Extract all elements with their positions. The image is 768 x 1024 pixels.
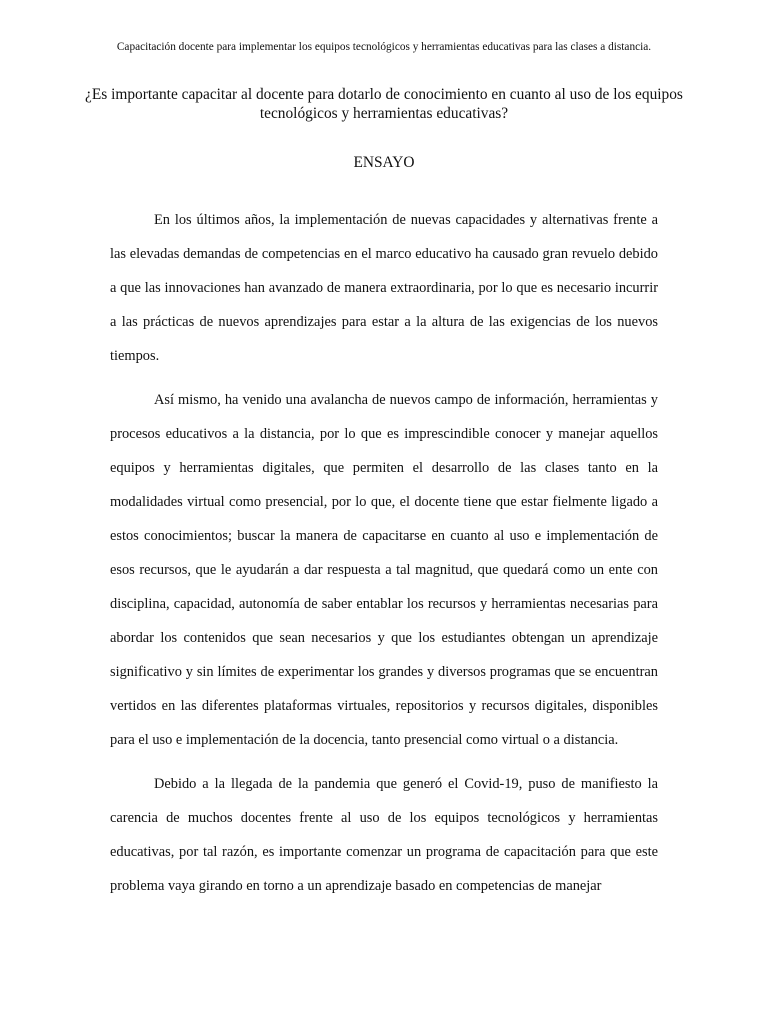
paragraph: Así mismo, ha venido una avalancha de nuevos campo de información, herramientas y procesos educativos a la distancia, por lo que es imprescindible conocer y manejar aquellos equipos y herramientas digitales, que permiten el desarrollo de las clases tanto en la modalidades virtual como presencial, por lo que, el docente tiene que estar fielmente ligado a estos conocimientos; buscar la manera de capacitarse en cuanto al uso e implementación de esos recursos, que le ayudarán a dar respuesta a tal magnitud, que quedará como un ente con disciplina, capacidad, autonomía de saber entablar los recursos y herramientas necesarias para abordar los contenidos que sean necesarios y que los estudiantes obtengan un aprendizaje significativo y sin límites de experimentar los grandes y diversos programas que se encuentran vertidos en las diferentes plataformas virtuales, repositorios y recursos digitales, disponibles para el uso e implementación de la docencia, tanto presencial como virtual o a distancia. bbox=[110, 392, 658, 748]
paragraph: Debido a la llegada de la pandemia que generó el Covid-19, puso de manifiesto la carencia de muchos docentes frente al uso de los equipos tecnológicos y herramientas educativas, por tal razón, es importante comenzar un programa de capacitación para que este problema vaya girando en torno a un aprendizaje basado en competencias de manejar bbox=[110, 776, 658, 894]
essay-body bbox=[110, 203, 658, 913]
essay-question-title: ¿Es importante capacitar al docente para dotarlo de conocimiento en cuanto al uso de los equipos tecnológicos y herramientas educativas? bbox=[85, 86, 683, 122]
essay-label: ENSAYO bbox=[353, 154, 415, 171]
running-header: Capacitación docente para implementar los equipos tecnológicos y herramientas educativas para las clases a distancia. bbox=[116, 41, 652, 53]
paragraph: En los últimos años, la implementación de nuevas capacidades y alternativas frente a las elevadas demandas de competencias en el marco educativo ha causado gran revuelo debido a que las innovaciones han avanzado de manera extraordinaria, por lo que es necesario incurrir a las prácticas de nuevos aprendizajes para estar a la altura de las exigencias de los nuevos tiempos. bbox=[110, 212, 658, 364]
